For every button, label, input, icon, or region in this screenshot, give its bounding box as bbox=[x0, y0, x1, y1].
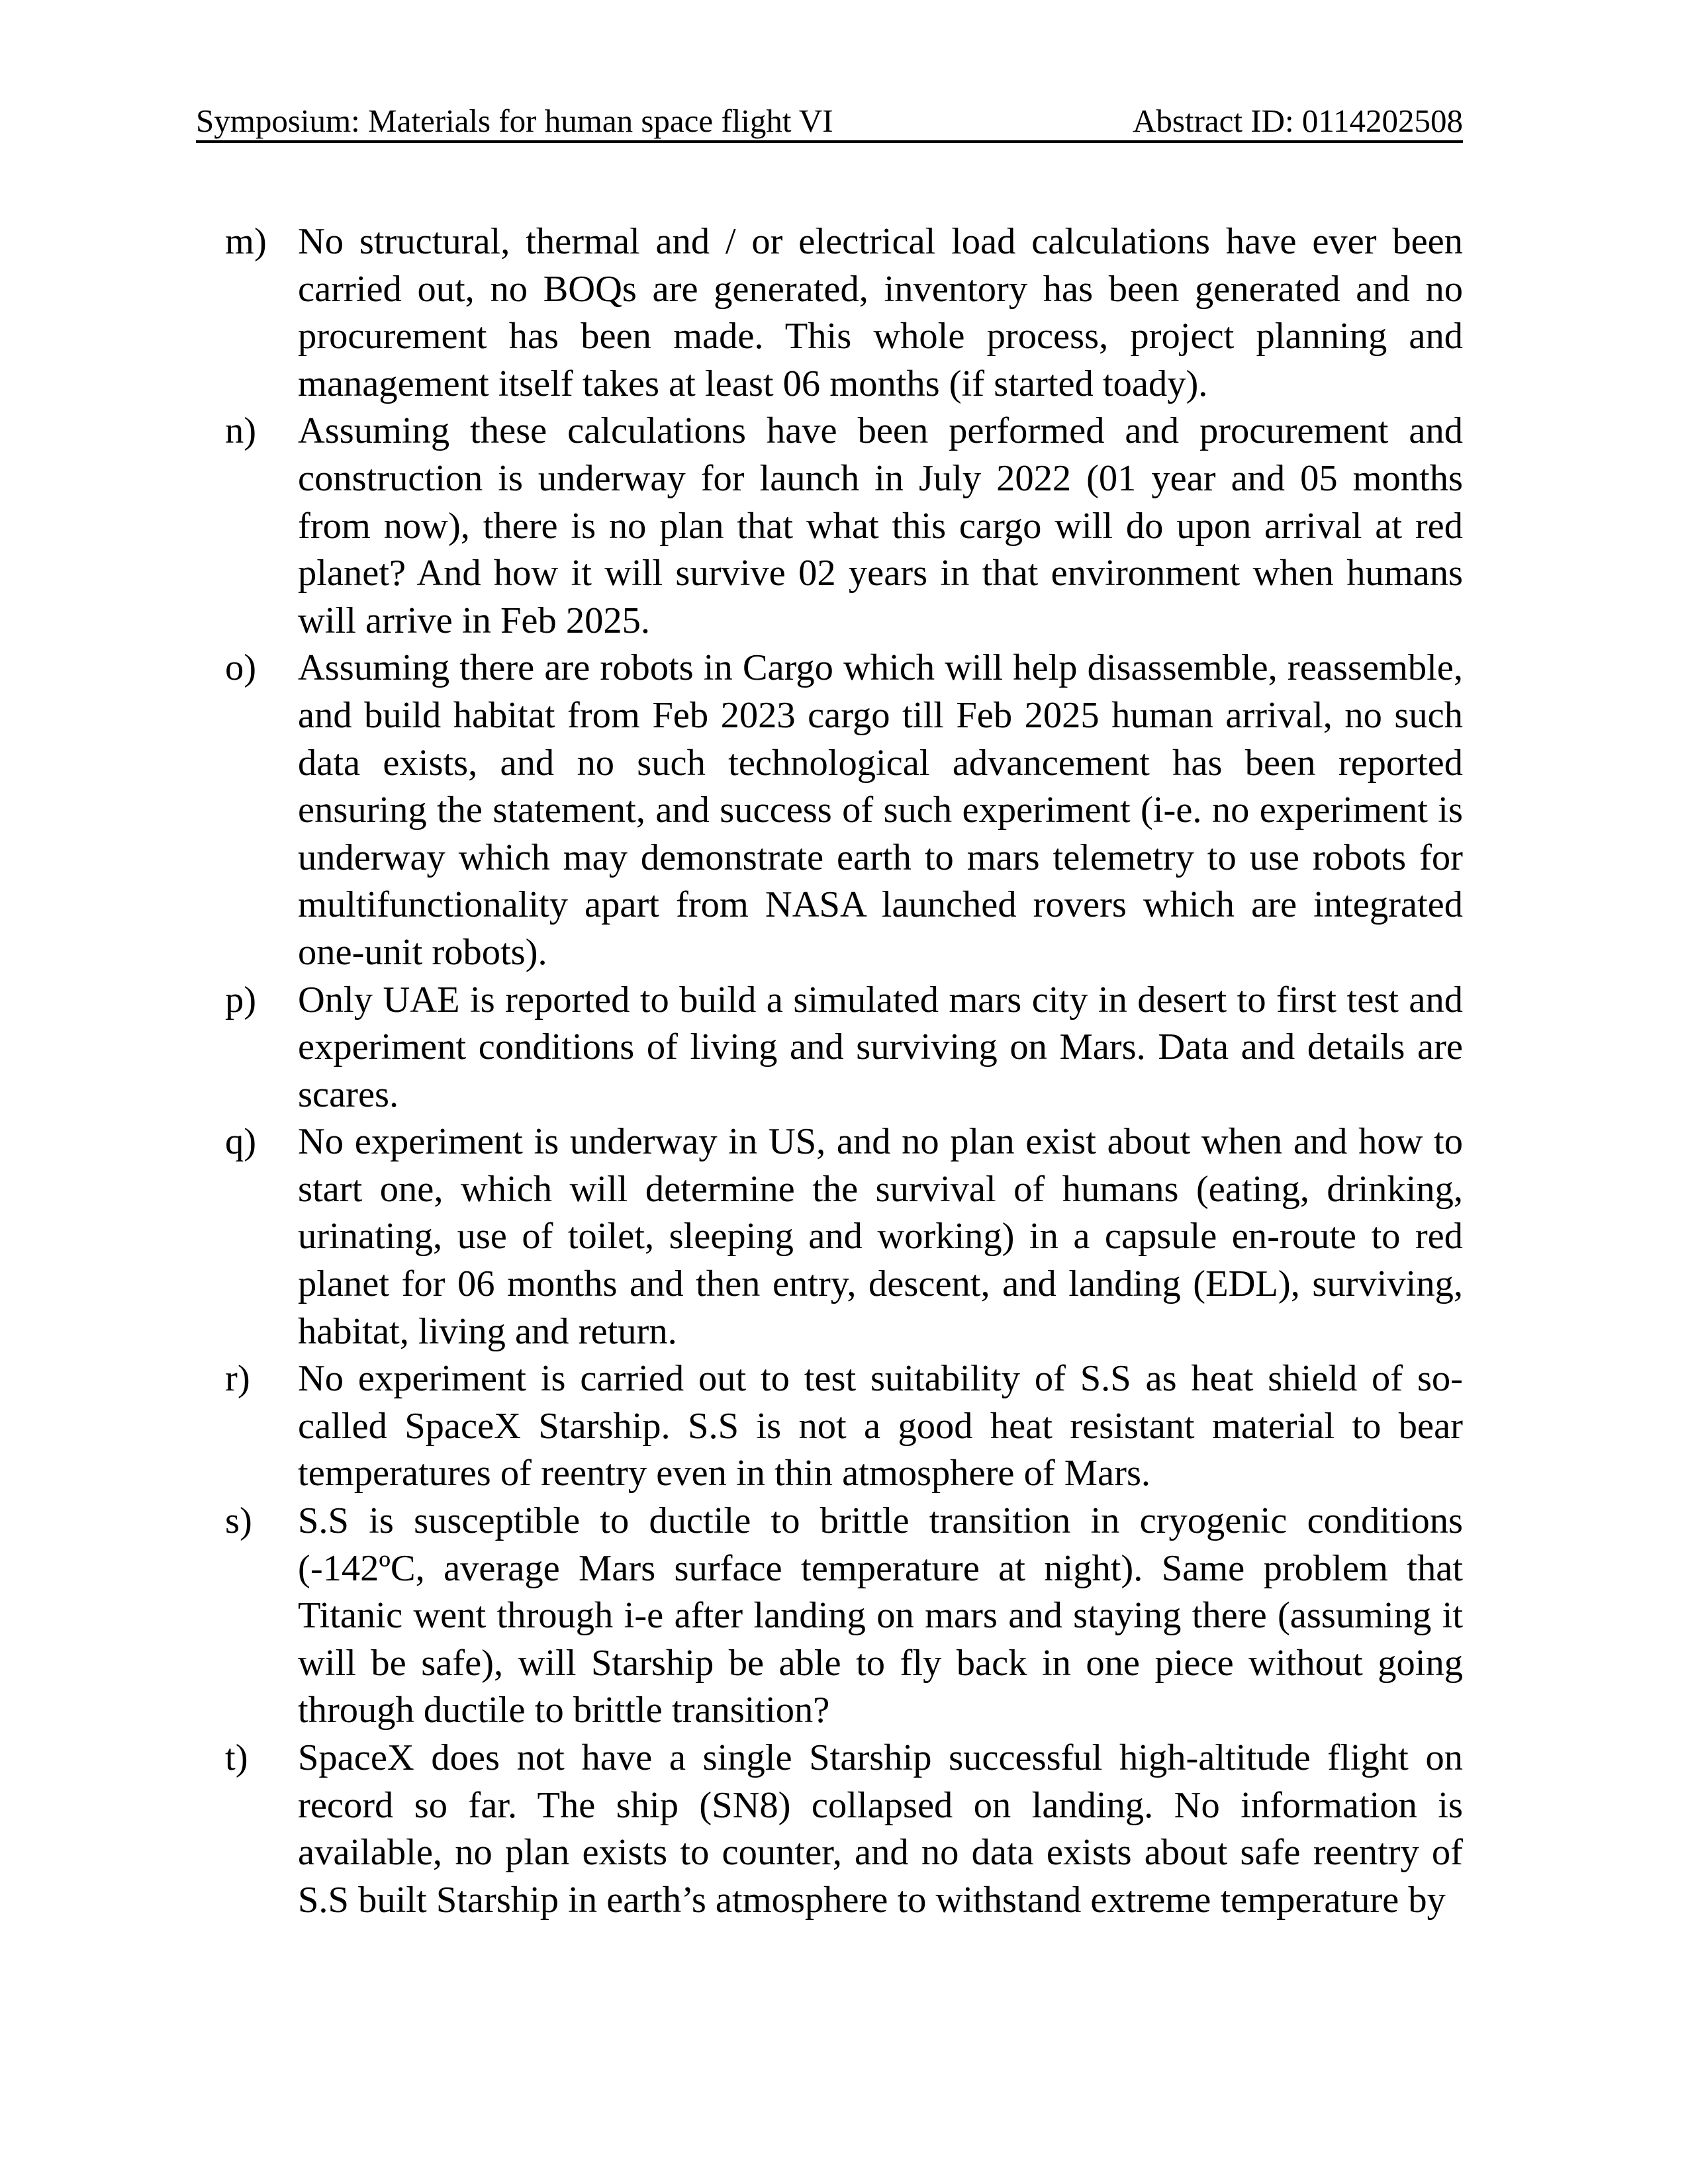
list-marker: q) bbox=[225, 1121, 257, 1163]
list-marker: m) bbox=[225, 221, 267, 262]
list-item-text: S.S is susceptible to ductile to brittle transition in cryogenic conditions (-142ºC, average Mars surface temperature at night). Same problem that Titanic went through i-e after landing on mars and staying there (assuming it will be safe), will Starship be able to fly back in one piece without going through ductile to brittle transition? bbox=[298, 1500, 1463, 1731]
list-item bbox=[225, 408, 1463, 645]
abstract-id: Abstract ID: 0114202508 bbox=[1133, 103, 1463, 139]
list-marker: r) bbox=[225, 1358, 250, 1400]
list-item-text: No structural, thermal and / or electrical load calculations have ever been carried out, no BOQs are generated, inventory has been generated and no procurement has been made. This whole process, project planning and management itself takes at least 06 months (if started toady). bbox=[298, 221, 1463, 404]
list-item bbox=[225, 1498, 1463, 1735]
list-item bbox=[225, 977, 1463, 1119]
page-header bbox=[196, 101, 1463, 143]
list-marker: p) bbox=[225, 979, 257, 1021]
list-marker: o) bbox=[225, 647, 257, 689]
list-item bbox=[225, 645, 1463, 976]
list-item-text: SpaceX does not have a single Starship successful high-altitude flight on record so far. The ship (SN8) collapsed on landing. No information is available, no plan exists to counter, and no data exists about safe reentry of S.S built Starship in earth’s atmosphere to withstand extreme temperature by bbox=[298, 1737, 1463, 1921]
list-item-text: No experiment is underway in US, and no plan exist about when and how to start one, which will determine the survival of humans (eating, drinking, urinating, use of toilet, sleeping and working) in a capsule en-route to red planet for 06 months and then entry, descent, and landing (EDL), surviving, habitat, living and return. bbox=[298, 1121, 1463, 1352]
list-item bbox=[225, 1735, 1463, 1924]
list-item-text: No experiment is carried out to test suitability of S.S as heat shield of so-called SpaceX Starship. S.S is not a good heat resistant material to bear temperatures of reentry even in thin atmosphere of Mars. bbox=[298, 1358, 1463, 1494]
issue-list bbox=[225, 218, 1463, 1924]
list-item-text: Assuming there are robots in Cargo which will help disassemble, reassemble, and build habitat from Feb 2023 cargo till Feb 2025 human arrival, no such data exists, and no such technological advancement has been reported ensuring the statement, and success of such experiment (i-e. no experiment is underway which may demonstrate earth to mars telemetry to use robots for multifunctionality apart from NASA launched rovers which are integrated one-unit robots). bbox=[298, 647, 1463, 973]
list-marker: t) bbox=[225, 1737, 248, 1778]
list-item-text: Assuming these calculations have been performed and procurement and construction is underway for launch in July 2022 (01 year and 05 months from now), there is no plan that what this cargo will do upon arrival at red planet? And how it will survive 02 years in that environment when humans will arrive in Feb 2025. bbox=[298, 410, 1463, 641]
list-marker: n) bbox=[225, 410, 257, 452]
list-item bbox=[225, 1355, 1463, 1498]
list-marker: s) bbox=[225, 1500, 252, 1542]
list-item bbox=[225, 1118, 1463, 1355]
list-item-text: Only UAE is reported to build a simulated mars city in desert to first test and experiment conditions of living and surviving on Mars. Data and details are scares. bbox=[298, 979, 1463, 1115]
symposium-title: Symposium: Materials for human space flight VI bbox=[196, 103, 833, 139]
list-item bbox=[225, 218, 1463, 408]
